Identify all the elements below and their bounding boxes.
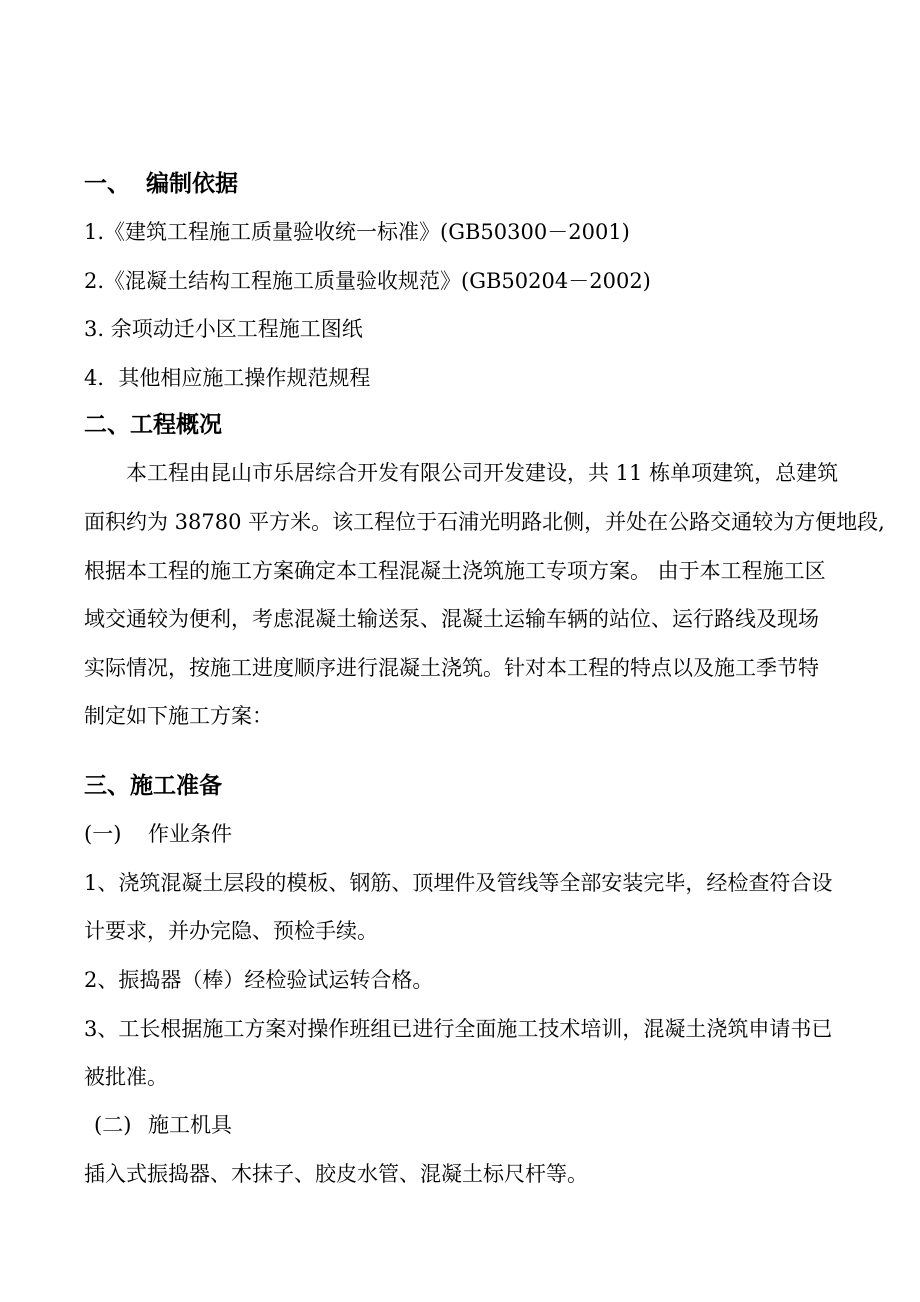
paragraph-line: 被批准。: [84, 1065, 168, 1089]
paragraph-line: 计要求，并办完隐、预检手续。: [84, 919, 378, 943]
paragraph-line: 根据本工程的施工方案确定本工程混凝土浇筑施工专项方案。 由于本工程施工区: [84, 559, 826, 583]
paragraph-line: 2、振捣器（棒）经检验试运转合格。: [84, 968, 434, 992]
paragraph-line: 本工程由昆山市乐居综合开发有限公司开发建设，共 11 栋单项建筑，总建筑: [126, 461, 839, 485]
basis-item: 4．其他相应施工操作规范规程: [84, 366, 371, 390]
subsection-heading-2: [94, 1111, 232, 1139]
subsection-heading-1: [84, 820, 232, 848]
section-title: 编制依据: [146, 171, 238, 197]
paragraph-line: 3、工长根据施工方案对操作班组已进行全面施工技术培训，混凝土浇筑申请书已: [84, 1017, 833, 1041]
section-heading-3: 三、施工准备: [84, 773, 222, 799]
paragraph-line: 域交通较为便利，考虑混凝土输送泵、混凝土运输车辆的站位、运行路线及现场: [84, 607, 819, 631]
subsection-title: 作业条件: [148, 822, 232, 846]
section-number: 一、: [84, 171, 130, 197]
section-heading-1: [84, 170, 238, 198]
basis-item: 3. 余项动迁小区工程施工图纸: [84, 317, 363, 341]
section-heading-2: 二、工程概况: [84, 412, 222, 438]
paragraph-line: 面积约为 38780 平方米。该工程位于石浦光明路北侧，并处在公路交通较为方便地段,: [84, 510, 885, 534]
basis-item: 1.《建筑工程施工质量验收统一标准》(GB50300－2001): [84, 220, 630, 244]
subsection-title: 施工机具: [148, 1113, 232, 1137]
paragraph-line: 1、浇筑混凝土层段的模板、钢筋、顶埋件及管线等全部安装完毕，经检查符合设: [84, 871, 833, 895]
basis-item: 2.《混凝土结构工程施工质量验收规范》(GB50204－2002): [84, 269, 651, 293]
paragraph-line: 实际情况，按施工进度顺序进行混凝土浇筑。针对本工程的特点以及施工季节特: [84, 656, 819, 680]
subsection-number: (一): [84, 822, 122, 846]
paragraph-line: 插入式振捣器、木抹子、胶皮水管、混凝土标尺杆等。: [84, 1162, 588, 1186]
paragraph-line: 制定如下施工方案：: [84, 704, 273, 728]
subsection-number: (二): [94, 1113, 132, 1137]
